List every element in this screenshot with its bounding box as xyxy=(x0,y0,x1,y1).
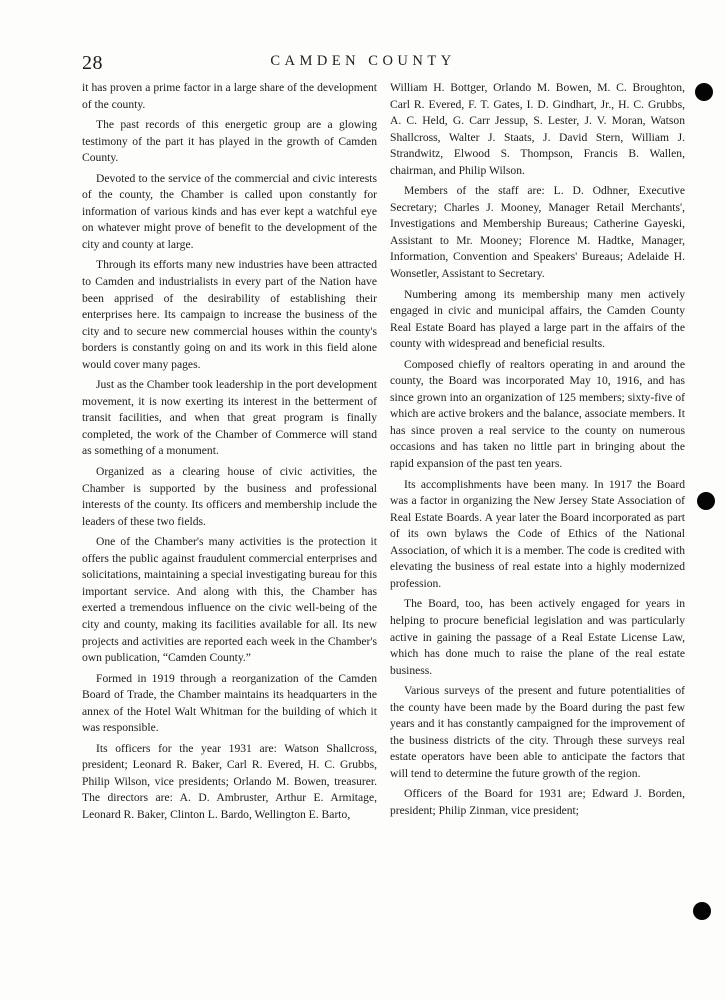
left-column xyxy=(82,80,377,828)
page-number: 28 xyxy=(82,52,103,74)
running-header: CAMDEN COUNTY xyxy=(270,53,456,69)
paragraph: The Board, too, has been actively engaged for years in helping to procure beneficial legislation and was particularly active in gaining the passage of a Real Estate License Law, which has done much to raise the plane of the real estate business. xyxy=(390,597,685,677)
paragraph: Its accomplishments have been many. In 1917 the Board was a factor in organizing the New Jersey State Association of Real Estate Boards. A year later the Board incorporated as part of its own bylaws the Code of Ethics of the National Association, of which it is a member. The code is credited with elevating the business of real estate into a highly modernized profession. xyxy=(390,477,685,590)
paragraph: Officers of the Board for 1931 are; Edward J. Borden, president; Philip Zinman, vice president; xyxy=(390,787,685,817)
paragraph: The past records of this energetic group are a glowing testimony of the part it has played in the growth of Camden County. xyxy=(82,118,377,165)
paragraph: Formed in 1919 through a reorganization of the Camden Board of Trade, the Chamber maintains its headquarters in the annex of the Hotel Walt Whitman for the building of which it was responsible. xyxy=(82,671,377,735)
paragraph: Its officers for the year 1931 are: Watson Shallcross, president; Leonard R. Baker, Carl R. Evered, H. C. Grubbs, Philip Wilson, vice presidents; Orlando M. Bowen, treasurer. The directors are: A. D. Ambruster, Arthur E. Armitage, Leonard R. Baker, Clinton L. Bardo, Wellington E. Barto, xyxy=(82,741,377,821)
binder-hole xyxy=(693,902,711,920)
paragraph: Various surveys of the present and future potentialities of the county have been made by the Board during the past few years and it has constantly campaigned for the improvement of the business districts of the city. Through these surveys real estate operators have been able to anticipate the factors that will tend to determine the future growth of the region. xyxy=(390,684,685,780)
paragraph: Through its efforts many new industries have been attracted to Camden and industrialists in every part of the Nation have been apprised of the desirability of establishing their enterprises here. Its campaign to increase the business of the city and to secure new commercial houses within the county's borders is constantly going on and its work in this field alone would cover many pages. xyxy=(82,258,377,371)
paragraph: Devoted to the service of the commercial and civic interests of the county, the Chamber is called upon constantly for information of various kinds and has ever kept a watchful eye on whatever might prove of benefit to the development of the city and county at large. xyxy=(82,171,377,251)
paragraph: Organized as a clearing house of civic activities, the Chamber is supported by the business and professional interests of the county. Its officers and membership include the leaders of these two fields. xyxy=(82,465,377,528)
paragraph: it has proven a prime factor in a large share of the development of the county. xyxy=(82,81,377,111)
right-column xyxy=(390,80,685,824)
paragraph: Just as the Chamber took leadership in the port development movement, it is now exerting its interest in the betterment of transit facilities, and when that great program is finally completed, the work of the Chamber of Commerce will stand as something of a monument. xyxy=(82,378,377,458)
paragraph: Composed chiefly of realtors operating in and around the county, the Board was incorporated May 10, 1916, and has since grown into an organization of 125 members; sixty-five of which are active brokers and the balance, associate members. It has since proven a real service to the county on numerous occasions and has taken no little part in bringing about the rapid expansion of the past ten years. xyxy=(390,357,685,471)
paragraph: Numbering among its membership many men actively engaged in civic and municipal affairs, the Camden County Real Estate Board has played a large part in the affairs of the county with widespread and beneficial results. xyxy=(390,287,685,351)
binder-hole xyxy=(697,492,715,510)
paragraph: One of the Chamber's many activities is the protection it offers the public against fraudulent commercial enterprises and solicitations, maintaining a special investigating bureau for this important service. And along with this, the Chamber has exerted a tremendous influence on the civic well-being of the city and county, making its facilities available for all. Its new projects and activities are reported each week in the Chamber's own publication, “Camden County.” xyxy=(82,535,377,665)
paragraph: William H. Bottger, Orlando M. Bowen, M. C. Broughton, Carl R. Evered, F. T. Gates, I. D. Gindhart, Jr., H. C. Grubbs, A. C. Held, G. Carr Jessup, S. Lester, J. V. Moran, Watson Shallcross, Walter J. Staats, J. David Stern, William J. Strandwitz, Elwood S. Thompson, Francis B. Wallen, chairman, and Philip Wilson. xyxy=(390,81,685,177)
binder-hole xyxy=(695,83,713,101)
paragraph: Members of the staff are: L. D. Odhner, Executive Secretary; Charles J. Mooney, Manager Retail Merchants', Investigations and Membership Bureaus; Catherine Gayeski, Assistant to Mr. Mooney; Florence M. Hadtke, Manager, Information, Convention and Speakers' Bureaus; Adelaide H. Wonsetler, Assistant to Secretary. xyxy=(390,184,685,281)
